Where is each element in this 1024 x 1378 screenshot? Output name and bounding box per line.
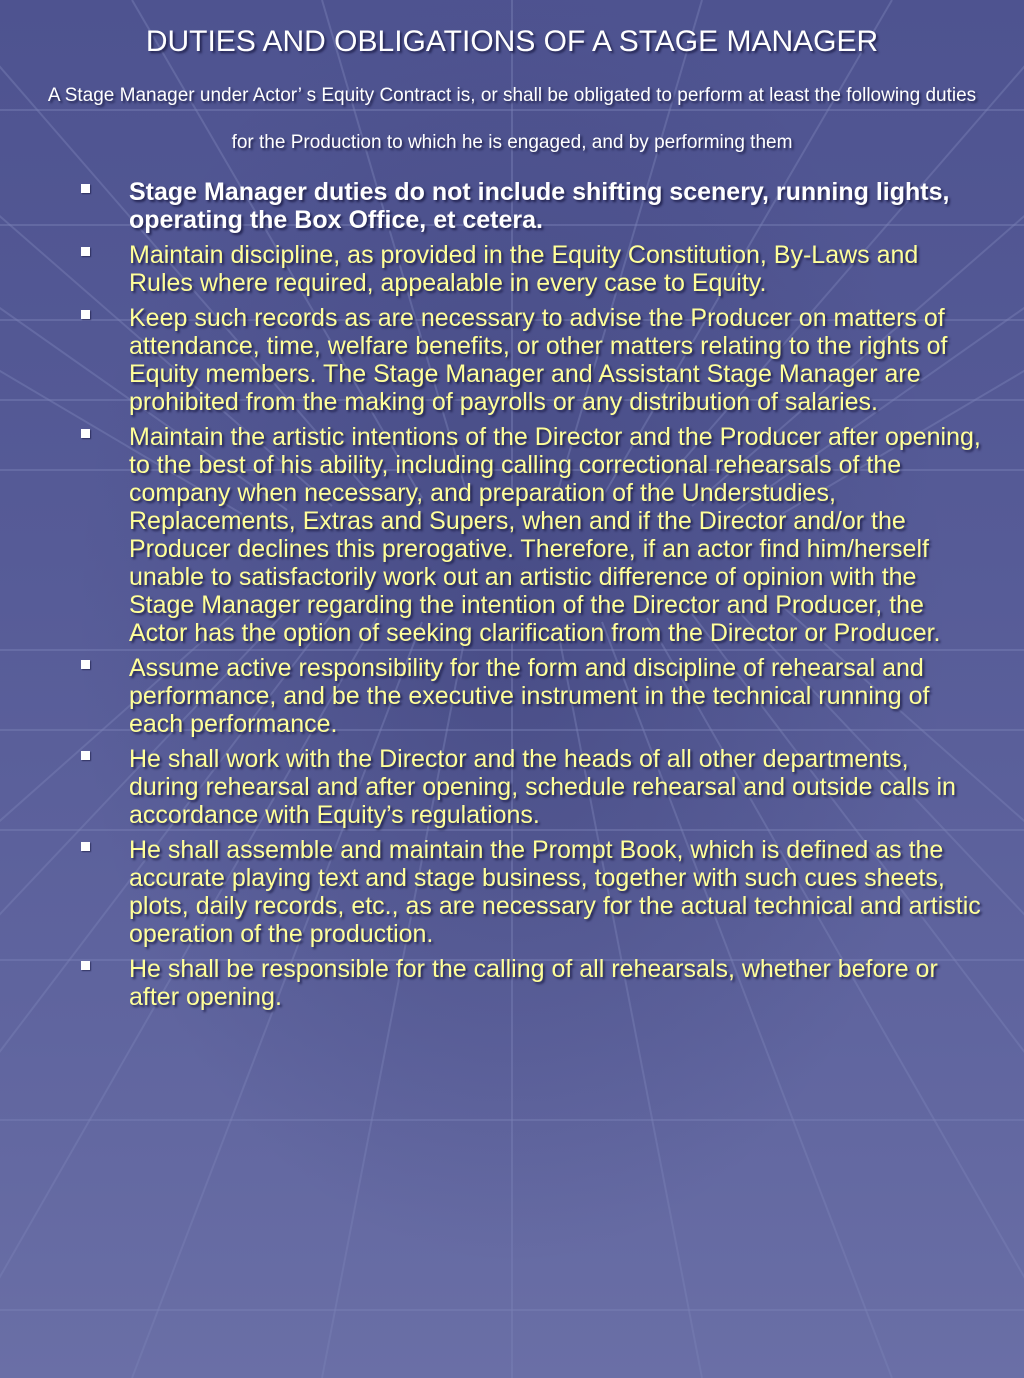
bullet-text: Maintain discipline, as provided in the Equity Constitution, By-Laws and Rules where required, appealable in every case to Equity.	[129, 241, 919, 297]
bullet-text: He shall work with the Director and the heads of all other departments, during rehearsal and after opening, schedule rehearsal and outside calls in accordance with Equity’s regulations.	[129, 745, 956, 829]
square-bullet-icon	[81, 184, 90, 193]
list-item	[72, 836, 982, 948]
bullet-text: Maintain the artistic intentions of the Director and the Producer after opening, to the best of his ability, including calling correctional rehearsals of the company when necessary, and preparation of the Understudies, Replacements, Extras and Supers, when and if the Director and/or the Producer declines this prerogative. Therefore, if an actor find him/herself unable to satisfactorily work out an artistic difference of opinion with the Stage Manager regarding the intention of the Director and Producer, the Actor has the option of seeking clarification from the Director or Producer.	[129, 423, 981, 647]
slide-subtitle: A Stage Manager under Actor’ s Equity Contract is, or shall be obligated to perform at least the following duties for the Production to which he is engaged, and by performing them	[47, 85, 977, 153]
bullet-text: Stage Manager duties do not include shifting scenery, running lights, operating the Box Office, et cetera.	[129, 178, 950, 234]
list-item	[72, 423, 982, 647]
list-item	[72, 241, 982, 297]
duties-list	[72, 178, 982, 1018]
square-bullet-icon	[81, 660, 90, 669]
square-bullet-icon	[81, 247, 90, 256]
square-bullet-icon	[81, 310, 90, 319]
bullet-text: He shall assemble and maintain the Prompt Book, which is defined as the accurate playing text and stage business, together with such cues sheets, plots, daily records, etc., as are necessary for the actual technical and artistic operation of the production.	[129, 836, 981, 948]
bullet-text: Assume active responsibility for the form and discipline of rehearsal and performance, and be the executive instrument in the technical running of each performance.	[129, 654, 930, 738]
square-bullet-icon	[81, 961, 90, 970]
list-item	[72, 654, 982, 738]
list-item	[72, 745, 982, 829]
list-item	[72, 178, 982, 234]
bullet-text: He shall be responsible for the calling of all rehearsals, whether before or after opening.	[129, 955, 938, 1011]
square-bullet-icon	[81, 429, 90, 438]
bullet-text: Keep such records as are necessary to advise the Producer on matters of attendance, time, welfare benefits, or other matters relating to the rights of Equity members. The Stage Manager and Assistant Stage Manager are prohibited from the making of payrolls or any distribution of salaries.	[129, 304, 948, 416]
square-bullet-icon	[81, 842, 90, 851]
square-bullet-icon	[81, 751, 90, 760]
list-item	[72, 955, 982, 1011]
list-item	[72, 304, 982, 416]
slide-title: DUTIES AND OBLIGATIONS OF A STAGE MANAGER	[145, 25, 879, 58]
